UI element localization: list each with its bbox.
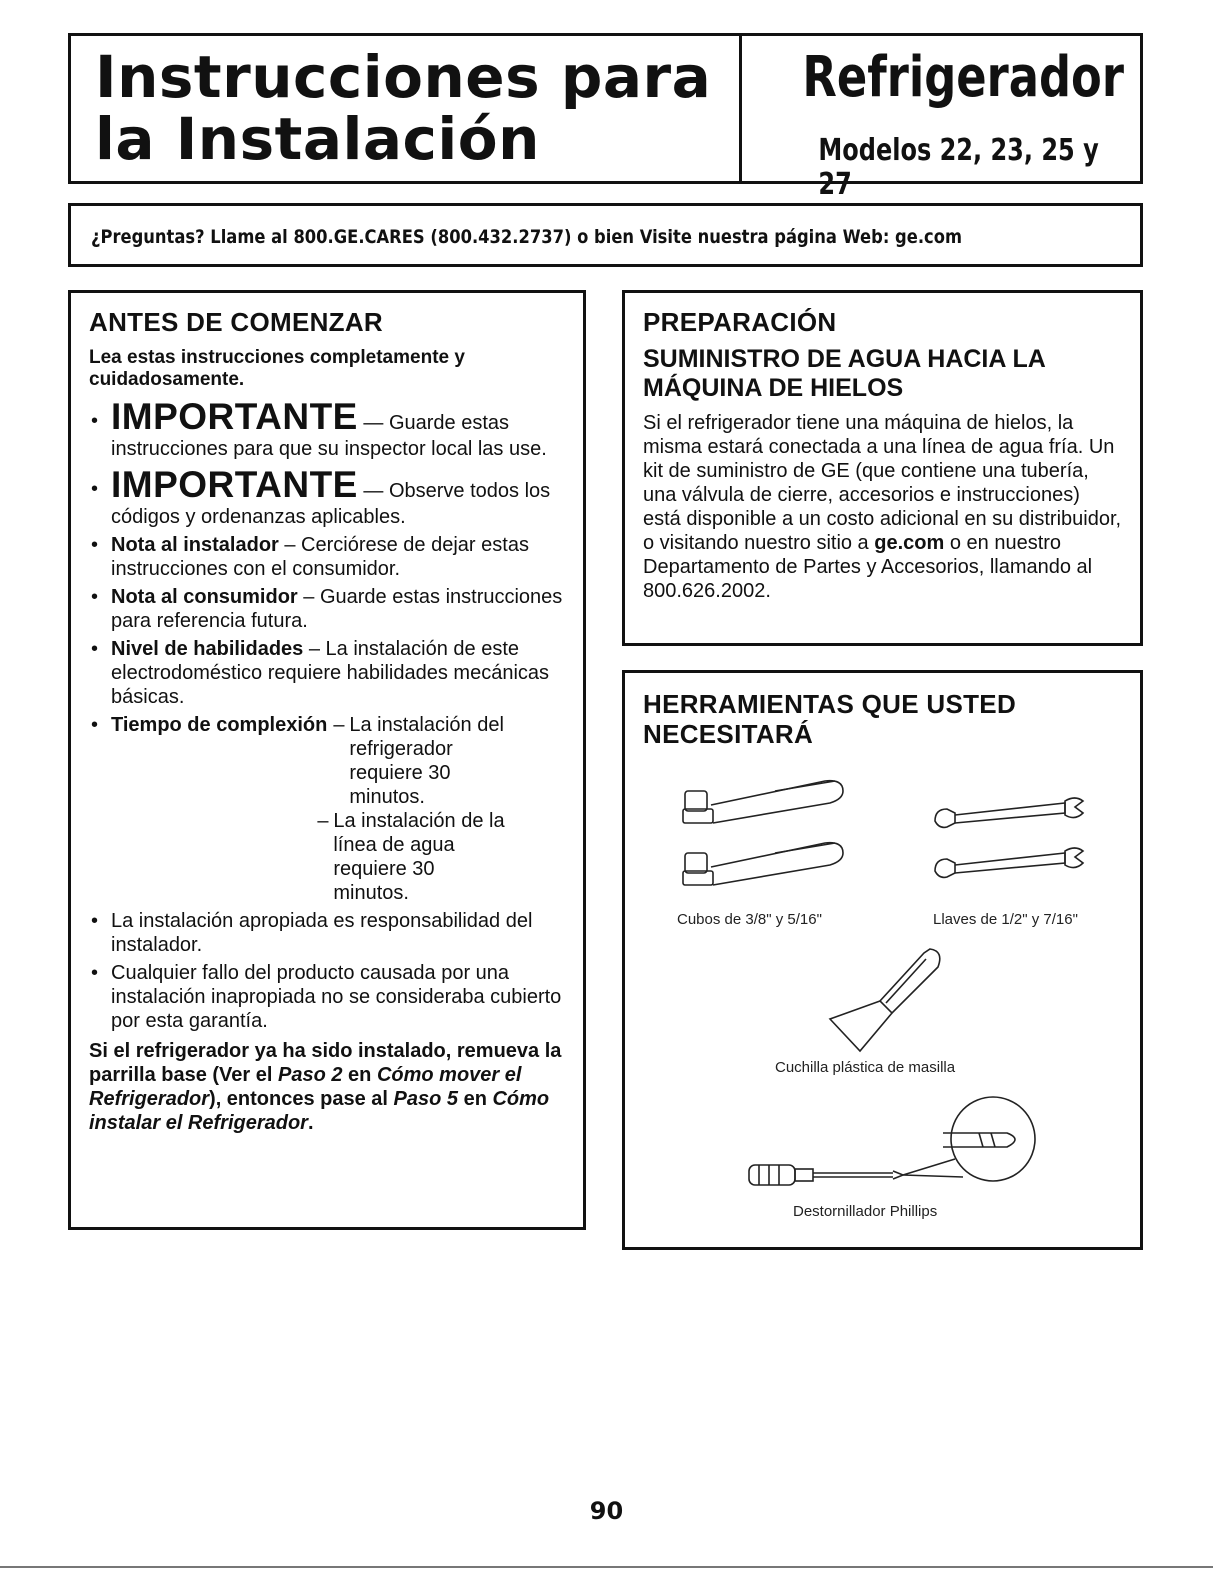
prep-text: Si el refrigerador tiene una máquina de hielos, la misma estará conectada a una línea de agua fría. Un kit de suministro de GE (que contiene una tubería, una válvula de cierre, accesorios e instrucciones) está disponible a un costo adicional en su distribuidor, o visitando nuestro sitio a xyxy=(643,412,1122,554)
skill-text: – La instalación de este electrodoméstico requiere habilidades mecánicas básicas. xyxy=(111,638,550,708)
time-item-text: La instalación del refrigerador requiere 30 minutos. xyxy=(349,714,504,808)
note-consumer-label: Nota al consumidor xyxy=(111,586,298,608)
title-line-2: la Instalación xyxy=(95,105,540,173)
before-intro: Lea estas instrucciones completamente y cuidadosamente. xyxy=(89,347,465,390)
page-title xyxy=(95,43,712,173)
questions-box xyxy=(68,203,1143,267)
list-item xyxy=(89,909,565,957)
models-label: Modelos 22, 23, 25 y 27 xyxy=(818,133,1099,202)
list-item xyxy=(89,637,565,709)
list-item xyxy=(89,465,565,529)
prep-section xyxy=(622,290,1143,646)
failure-text: Cualquier fallo del producto causada por una instalación inapropiada no se consideraba cubierto por esta garantía. xyxy=(111,962,562,1032)
skill-label: Nivel de habilidades xyxy=(111,638,304,660)
closing-ref: Cómo instalar el Refrigerador xyxy=(89,1088,550,1134)
time-item xyxy=(333,713,524,809)
before-heading: ANTES DE COMENZAR xyxy=(89,307,383,337)
dash: – xyxy=(317,810,329,832)
closing-ref: Cómo mover el Refrigerador xyxy=(89,1064,522,1110)
time-item-text: La instalación de la línea de agua requiere 30 minutos. xyxy=(333,810,505,904)
time-row xyxy=(111,713,565,905)
important-label: IMPORTANTE xyxy=(111,396,358,437)
page-number: 90 xyxy=(589,1497,624,1525)
screwdriver-icon xyxy=(743,1093,1053,1203)
important-text: — Observe todos los códigos y ordenanzas aplicables. xyxy=(111,480,551,528)
dash: – xyxy=(333,714,345,736)
tools-heading: HERRAMIENTAS QUE USTED NECESITARÁ xyxy=(643,689,1017,749)
before-section xyxy=(68,290,586,1230)
before-list xyxy=(89,397,565,1033)
prep-heading: PREPARACIÓN xyxy=(643,307,837,337)
product-box xyxy=(739,33,1143,202)
note-consumer-text: – Guarde estas instrucciones para referencia futura. xyxy=(111,586,563,632)
putty-knife-icon xyxy=(820,941,950,1061)
closing-ref: Paso 2 xyxy=(278,1064,343,1086)
list-item xyxy=(89,713,565,905)
note-installer-text: – Cerciórese de dejar estas instrucciones con el consumidor. xyxy=(111,534,529,580)
questions-text: ¿Preguntas? Llame al 800.GE.CARES (800.432.2737) o bien Visite nuestra página Web: ge.com xyxy=(91,226,962,248)
wrench-icon xyxy=(925,791,1105,901)
important-label: IMPORTANTE xyxy=(111,464,358,505)
prep-body xyxy=(643,411,1122,603)
proper-text: La instalación apropiada es responsabilidad del instalador. xyxy=(111,910,533,956)
closing-ref: Paso 5 xyxy=(393,1088,459,1110)
closing-note xyxy=(89,1039,565,1135)
closing-text: en xyxy=(342,1064,377,1086)
prep-subheading: SUMINISTRO DE AGUA HACIA LA MÁQUINA DE HIELOS xyxy=(643,345,1045,402)
title-box xyxy=(68,33,742,184)
important-text: — Guarde estas instrucciones para que su inspector local las use. xyxy=(111,412,547,460)
socket-wrench-icon xyxy=(675,771,875,911)
ge-link: ge.com xyxy=(874,532,945,554)
title-line-1: Instrucciones para xyxy=(95,43,712,111)
bottom-rule xyxy=(0,1566,1213,1568)
product-title: Refrigerador xyxy=(802,45,1124,110)
time-items xyxy=(317,713,524,905)
tools-section xyxy=(622,670,1143,1250)
list-item xyxy=(89,533,565,581)
putty-knife-caption: Cuchilla plástica de masilla xyxy=(775,1059,956,1076)
closing-text: en xyxy=(458,1088,493,1110)
closing-text: . xyxy=(307,1112,314,1134)
wrenches-caption: Llaves de 1/2" y 7/16" xyxy=(933,911,1078,928)
list-item xyxy=(89,585,565,633)
list-item xyxy=(89,961,565,1033)
note-installer-label: Nota al instalador xyxy=(111,534,279,556)
prep-text: o en nuestro Departamento de Partes y Accesorios, llamando al 800.626.2002. xyxy=(643,532,1093,602)
list-item xyxy=(89,397,565,461)
time-label: • Tiempo de complexión xyxy=(111,714,328,736)
closing-text: ), entonces pase al xyxy=(209,1088,394,1110)
screwdriver-caption: Destornillador Phillips xyxy=(793,1203,938,1220)
time-item xyxy=(317,809,524,905)
closing-text: Si el refrigerador ya ha sido instalado, remueva la parrilla base (Ver el xyxy=(89,1040,562,1086)
sockets-caption: Cubos de 3/8" y 5/16" xyxy=(677,911,822,928)
